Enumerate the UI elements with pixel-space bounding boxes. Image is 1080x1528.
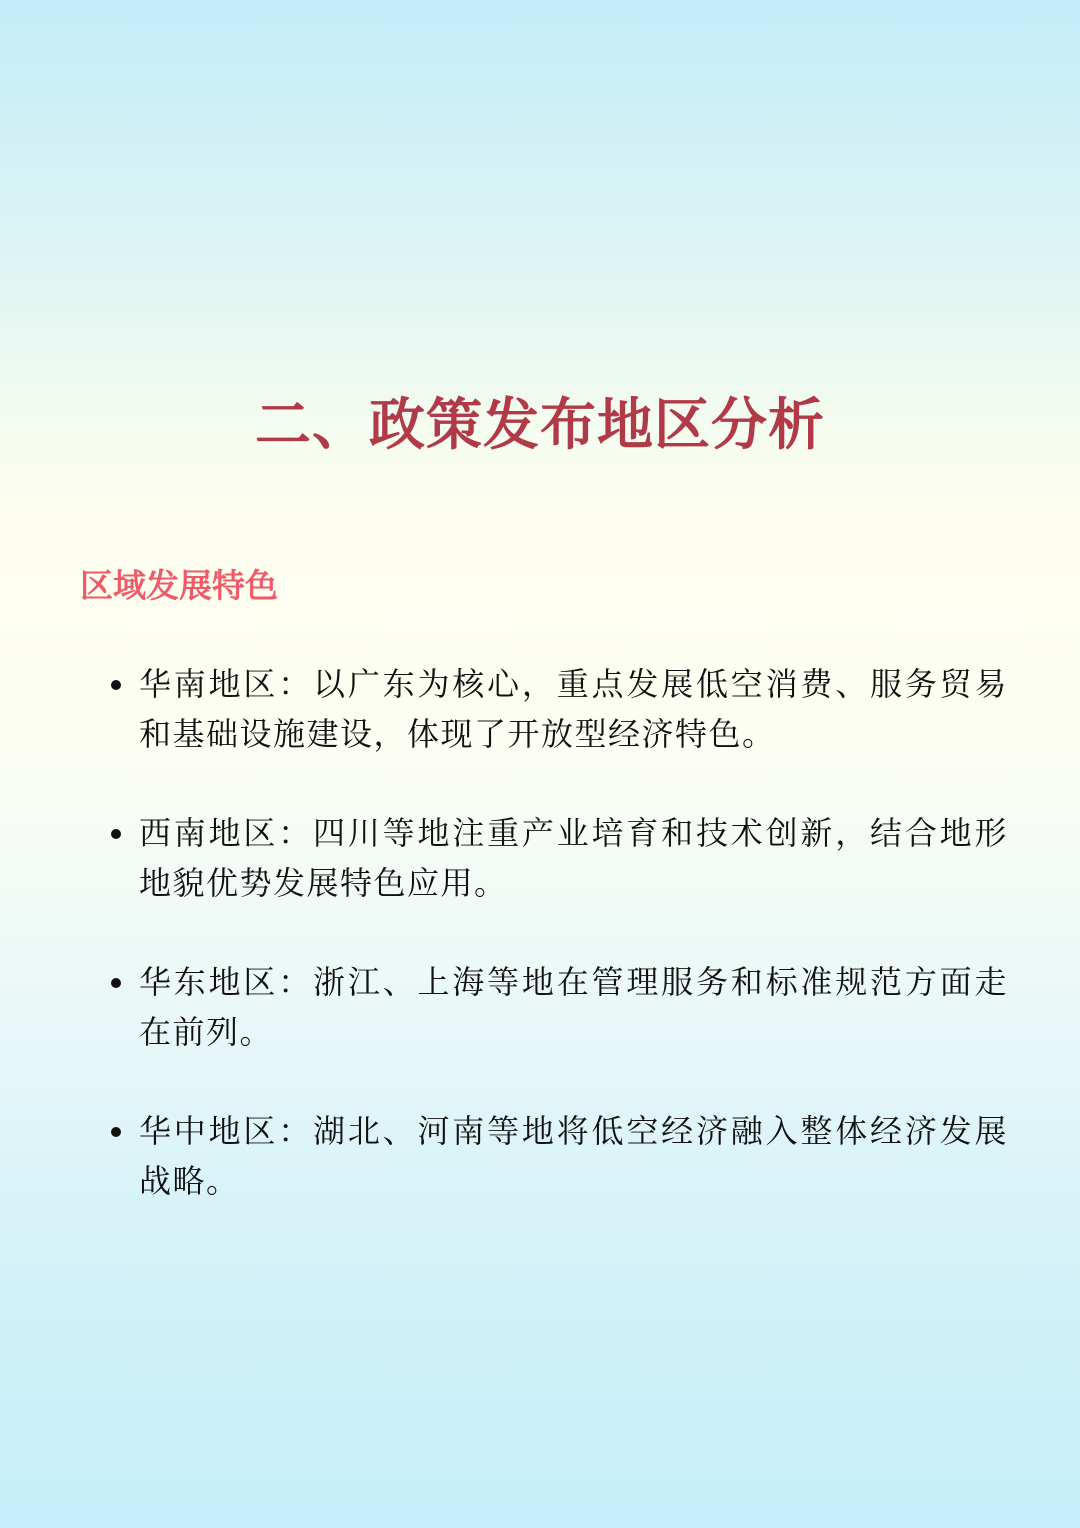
list-item-southwest — [108, 808, 1008, 908]
region-list — [108, 659, 1008, 1255]
list-item-text: 华东地区：浙江、上海等地在管理服务和标准规范方面走在前列。 — [139, 963, 1008, 1051]
list-item-south-china — [108, 659, 1008, 759]
section-heading: 区域发展特色 — [80, 566, 278, 605]
bullet-dot-icon — [111, 978, 121, 988]
bullet-dot-icon — [111, 1127, 121, 1137]
list-item-east-china — [108, 957, 1008, 1057]
list-item-text: 西南地区：四川等地注重产业培育和技术创新，结合地形地貌优势发展特色应用。 — [139, 814, 1008, 902]
list-item-text: 华中地区：湖北、河南等地将低空经济融入整体经济发展战略。 — [139, 1112, 1008, 1200]
list-item-text: 华南地区：以广东为核心，重点发展低空消费、服务贸易和基础设施建设，体现了开放型经济特色。 — [139, 665, 1008, 753]
bullet-dot-icon — [111, 680, 121, 690]
list-item-central-china — [108, 1106, 1008, 1206]
page-title: 二、政策发布地区分析 — [255, 393, 825, 458]
bullet-dot-icon — [111, 829, 121, 839]
